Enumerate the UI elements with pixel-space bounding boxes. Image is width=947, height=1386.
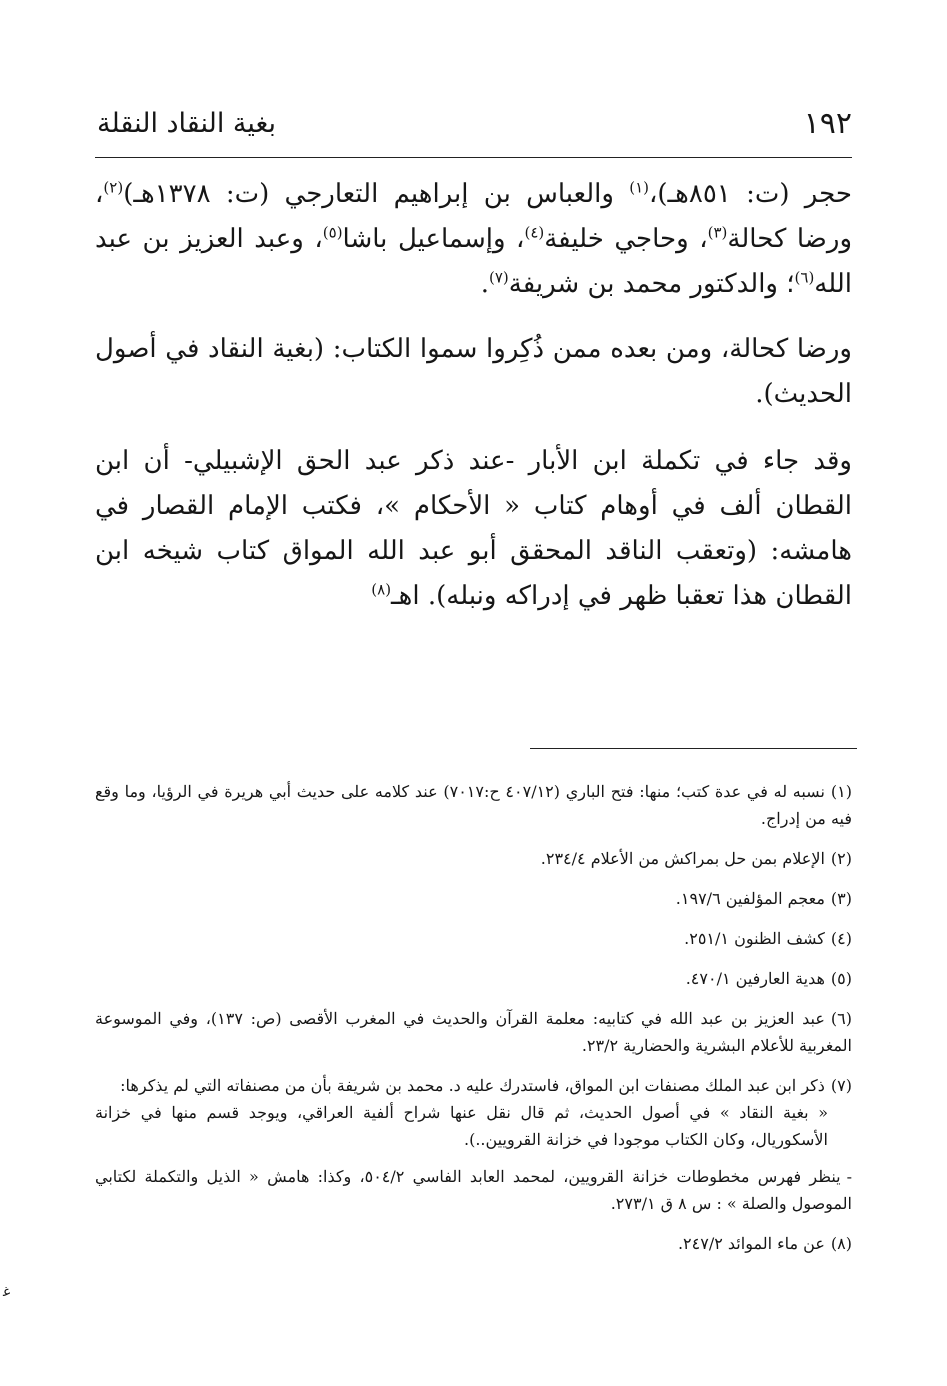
footnote-item [95, 925, 852, 952]
footnote-number: (٥) [830, 969, 852, 988]
footnote-rule [530, 748, 857, 749]
text-run: . [480, 269, 489, 299]
footnote-text: نسبه له في عدة كتب؛ منها: فتح الباري (٤٠٧/١٢ ح:٧٠١٧) عند كلامه على حديث أبي هريرة في الرؤيا، وما وقع فيه من إدراج. [95, 782, 852, 828]
text-run: والعباس بن إبراهيم التعارجي (ت: ١٣٧٨هـ) [123, 179, 630, 209]
page-number: ١٩٢ [803, 106, 852, 141]
footnote-ref: (٣) [707, 223, 728, 242]
footnote-number: (٧) [830, 1076, 852, 1095]
edge-mark: ﻏ [3, 1284, 11, 1300]
footnote-ref: (١) [629, 178, 649, 197]
footnote-number: (٣) [830, 889, 852, 908]
footnote-ref: (٧) [488, 268, 509, 287]
footnote-number: (١) [830, 782, 853, 801]
footnote-item [95, 778, 852, 832]
footnote-text: ذكر ابن عبد الملك مصنفات ابن المواق، فاستدرك عليه د. محمد بن شريفة بأن من مصنفاته التي لم يذكرها: [120, 1076, 825, 1095]
footnote-text: معجم المؤلفين ١٩٧/٦. [675, 889, 825, 908]
footnote-text: عن ماء الموائد ٢٤٧/٢. [677, 1234, 825, 1253]
footnote-number: (٤) [830, 929, 852, 948]
text-run: ، وعبد العزيز بن عبد الله [95, 224, 852, 299]
footnote-item [95, 965, 852, 992]
footnote-item [95, 1005, 852, 1059]
running-title: بغية النقاد النقلة [97, 108, 277, 139]
footnote-dash: - [846, 1167, 853, 1186]
footnote-item [95, 845, 852, 872]
header-rule [95, 157, 852, 158]
paragraph-2: ورضا كحالة، ومن بعده ممن ذُكِروا سموا الكتاب: (بغية النقاد في أصول الحديث). [95, 334, 852, 409]
footnotes [95, 778, 852, 1270]
footnote-text: « بغية النقاد » في أصول الحديث، ثم قال نقل عنها شراح ألفية العراقي، ويوجد قسم منها في خزانة الأسكوريال، وكان الكتاب موجودا في خزانة القرويين..). [95, 1103, 828, 1149]
footnote-ref: (٦) [794, 268, 815, 287]
footnote-text: هدية العارفين ٤٧٠/١. [685, 969, 825, 988]
paragraph-1 [95, 172, 852, 307]
main-text [95, 172, 852, 619]
text-run: وقد جاء في تكملة ابن الأبار -عند ذكر عبد الحق الإشبيلي- أن ابن القطان ألف في أوهام كتاب « الأحكام »، فكتب الإمام القصار في هامشه: (وتعقب الناقد المحقق أبو عبد الله المواق كتاب شيخه ابن القطان هذا تعقبا ظهر في إدراكه ونبله). اهـ [95, 446, 852, 611]
footnote-ref: (٥) [322, 223, 343, 242]
footnote-item [95, 1230, 852, 1257]
footnote-text: ينظر فهرس مخطوطات خزانة القرويين، لمحمد العابد الفاسي ٥٠٤/٢، وكذا: هامش « الذيل والتكملة لكتابي الموصول والصلة » : س ٨ ق ٢٧٣/١. [95, 1167, 852, 1213]
text-run: حجر (ت: ٨٥١هـ)، [649, 179, 852, 209]
footnote-item [95, 885, 852, 912]
footnote-ref: (٢) [103, 178, 124, 197]
text-run: ، ورضا كحالة [95, 179, 852, 254]
footnote-text: عبد العزيز بن عبد الله في كتابيه: معلمة القرآن والحديث في المغرب الأقصى (ص: ١٣٧)، وفي الموسوعة المغربية للأعلام البشرية والحضارية ٢٣/٢. [95, 1009, 852, 1055]
footnote-item [95, 1072, 852, 1153]
footnote-text: الإعلام بمن حل بمراكش من الأعلام ٢٣٤/٤. [540, 849, 825, 868]
footnote-text: كشف الظنون ٢٥١/١. [684, 929, 825, 948]
paragraph-3 [95, 439, 852, 619]
footnote-number: (٨) [830, 1234, 852, 1253]
footnote-number: (٦) [830, 1009, 853, 1028]
footnote-item [95, 1163, 852, 1217]
text-run: ، وإسماعيل باشا [342, 224, 525, 254]
footnote-number: (٢) [830, 849, 852, 868]
footnote-ref: (٤) [524, 223, 545, 242]
footnote-ref: (٨) [371, 580, 392, 599]
text-run: ، وحاجي خليفة [544, 224, 708, 254]
running-head [97, 104, 852, 150]
text-run: ؛ والدكتور محمد بن شريفة [508, 269, 795, 299]
